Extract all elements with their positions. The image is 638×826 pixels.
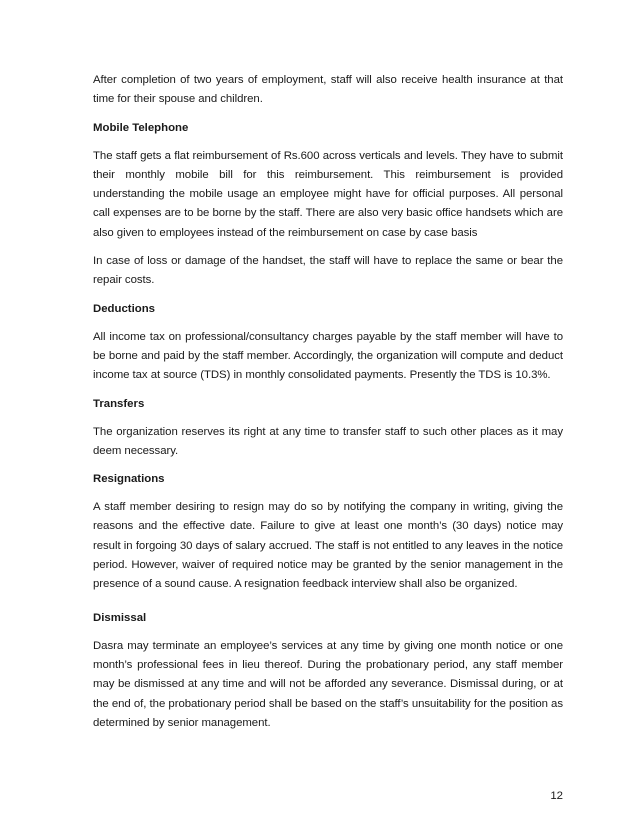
mobile-reimbursement-paragraph: The staff gets a flat reimbursement of Rs.600 across verticals and levels. They have to submit their monthly mobile bill for this reimbursement. This reimbursement is provided understanding the mobile usage an employee might have for official purposes. All personal call expenses are to be borne by the staff. There are also very basic office handsets which are also given to employees instead of the reimbursement on case by case basis — [93, 149, 563, 239]
dismissal-heading: Dismissal — [93, 611, 147, 624]
handset-loss-paragraph: In case of loss or damage of the handset, the staff will have to replace the same or bear the repair costs. — [93, 255, 563, 287]
transfers-heading: Transfers — [93, 397, 145, 410]
deductions-paragraph: All income tax on professional/consultancy charges payable by the staff member will have to be borne and paid by the staff member. Accordingly, the organization will compute and deduct income tax at source (TDS) in monthly consolidated payments. Presently the TDS is 10.3%. — [93, 330, 563, 382]
transfers-paragraph: The organization reserves its right at any time to transfer staff to such other places as it may deem necessary. — [93, 425, 563, 457]
resignations-heading: Resignations — [93, 473, 165, 486]
document-page — [93, 71, 563, 742]
dismissal-paragraph: Dasra may terminate an employee’s services at any time by giving one month notice or one month’s professional fees in lieu thereof. During the probationary period, any staff member may be dismissed at any time and will not be afforded any severance. Dismissal during, or at the end of, the probationary period shall be based on the staff’s unsuitability for the position as determined by senior management. — [93, 639, 563, 729]
mobile-telephone-heading: Mobile Telephone — [93, 121, 189, 134]
resignations-paragraph: A staff member desiring to resign may do so by notifying the company in writing, giving the reasons and the effective date. Failure to give at least one month’s (30 days) notice may result in forgoing 30 days of salary accrued. The staff is not entitled to any leaves in the notice period. However, waiver of required notice may be granted by the senior management in the presence of a sound cause. A resignation feedback interview shall also be organized. — [93, 501, 563, 591]
health-insurance-paragraph: After completion of two years of employment, staff will also receive health insurance at that time for their spouse and children. — [93, 74, 563, 106]
deductions-heading: Deductions — [93, 302, 156, 315]
page-number: 12 — [550, 790, 563, 802]
